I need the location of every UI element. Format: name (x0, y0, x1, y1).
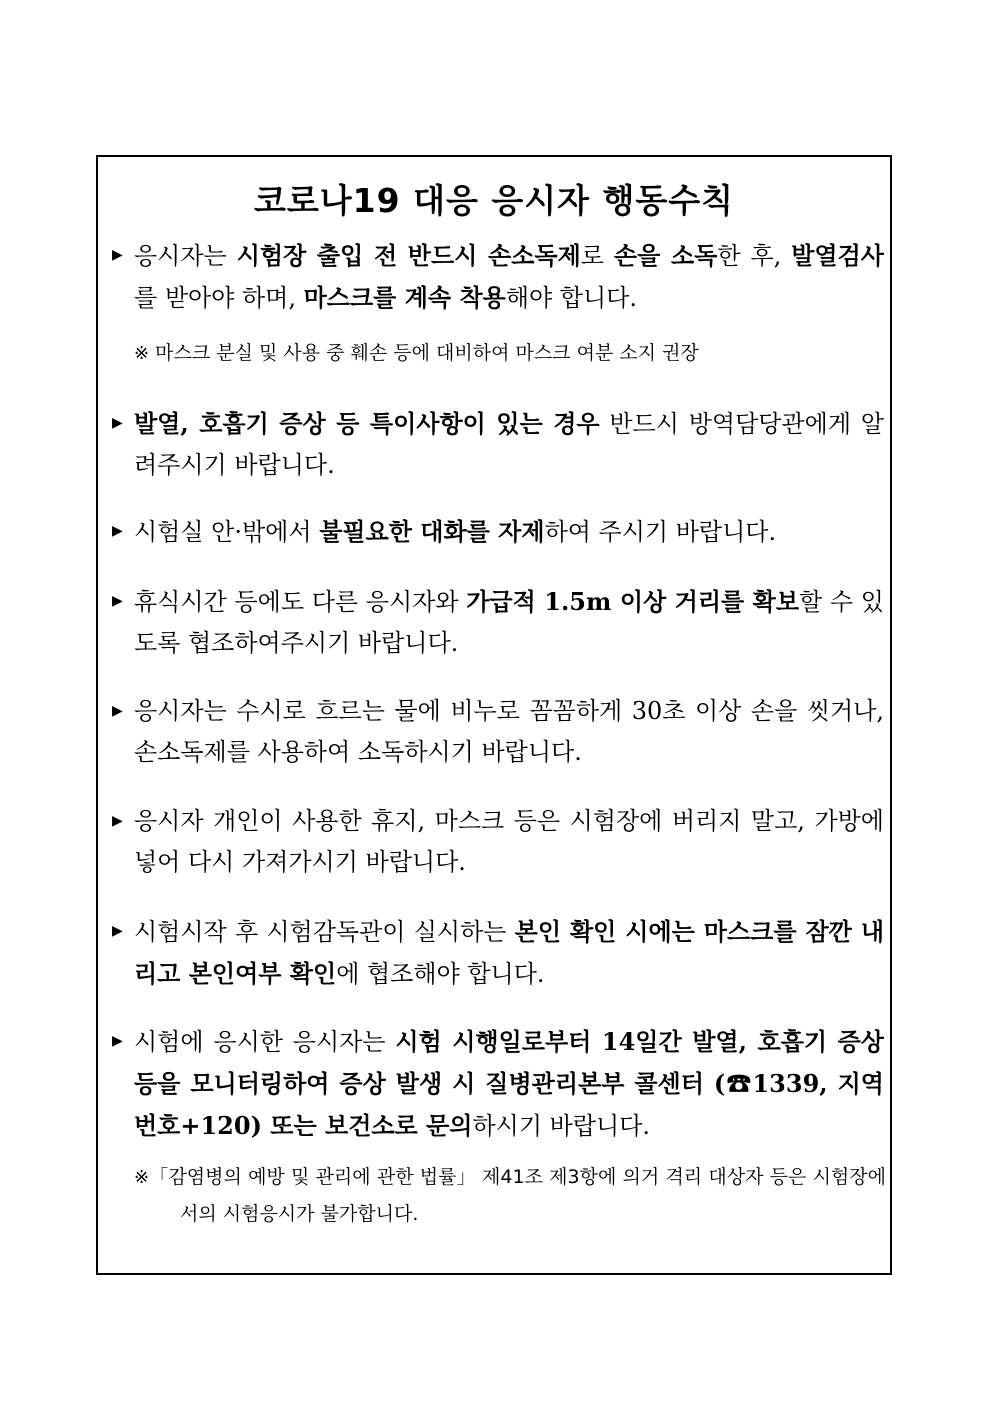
text-run: 하시기 바랍니다. (472, 1112, 651, 1140)
emphasis-text: 손을 소독 (613, 241, 718, 270)
text-run: 시험시작 후 시험감독관이 실시하는 (134, 918, 515, 946)
guideline-text (112, 801, 884, 883)
text-run: 응시자는 (134, 242, 237, 270)
guideline-text (112, 511, 884, 553)
guideline-item-2 (112, 403, 884, 486)
text-run: 휴식시간 등에도 다른 응시자와 (134, 588, 467, 616)
note-text-block (134, 1159, 886, 1232)
guideline-item-7 (112, 911, 884, 995)
text-run: 시험에 응시한 응시자는 (134, 1028, 396, 1056)
triangle-right-icon: ▶ (112, 415, 123, 431)
guideline-item-4 (112, 581, 884, 664)
triangle-right-icon: ▶ (112, 1033, 123, 1049)
guideline-item-6 (112, 801, 884, 883)
emphasis-text: 시험장 출입 전 반드시 손소독제 (236, 241, 581, 270)
guideline-item-3 (112, 511, 884, 553)
triangle-right-icon: ▶ (112, 247, 123, 263)
note-text: 마스크 분실 및 사용 중 훼손 등에 대비하여 마스크 여분 소지 권장 (149, 342, 699, 364)
emphasis-text: 마스크를 계속 착용 (303, 283, 506, 312)
text-run: 해야 합니다. (505, 284, 637, 312)
document-title: 코로나19 대응 응시자 행동수칙 (254, 181, 734, 220)
guideline-item-5 (112, 691, 884, 773)
text-run: 한 후, (717, 242, 792, 270)
triangle-right-icon: ▶ (112, 813, 123, 829)
triangle-right-icon: ▶ (112, 923, 123, 939)
guidelines-box (96, 155, 892, 1275)
note-text: 「감염병의 예방 및 관리에 관한 법률」 제41조 제3항에 의거 격리 대상자 등은 시험장에서의 시험응시가 불가합니다. (149, 1166, 886, 1225)
emphasis-text: 시험 시행일로부터 14일간 발열, 호흡기 증상 등을 모니터링하여 증상 발생 시 질병관리본부 콜센터 (☎1339, 지역번호+120) 또는 보건소로 문의 (134, 1027, 884, 1140)
triangle-right-icon: ▶ (112, 703, 123, 719)
reference-mark: ※ (134, 343, 150, 364)
guideline-text (112, 911, 884, 995)
text-run: 에 협조해야 합니다. (336, 960, 545, 988)
emphasis-text: 불필요한 대화를 자제 (319, 517, 545, 546)
guideline-text (112, 403, 884, 486)
text-run: 를 받아야 하며, (134, 284, 304, 312)
guideline-item-1 (112, 235, 884, 319)
emphasis-text: 발열검사 (791, 241, 884, 270)
guideline-item-8 (112, 1021, 884, 1147)
guideline-text (112, 691, 884, 773)
text-run: 반드시 방역담당관에게 알려주시기 바랍니다. (134, 410, 884, 479)
emphasis-text: 발열, 호흡기 증상 등 특이사항이 있는 경우 (134, 409, 600, 438)
text-run: 시험실 안·밖에서 (134, 518, 320, 546)
guideline-text (112, 581, 884, 664)
note-mask-spare (134, 335, 886, 372)
triangle-right-icon: ▶ (112, 593, 123, 609)
note-quarantine-law (134, 1159, 886, 1232)
reference-mark: ※ (134, 1167, 150, 1188)
emphasis-text: 본인 확인 시에는 마스크를 잠깐 내리고 본인여부 확인 (134, 917, 885, 988)
text-run: 로 (580, 242, 614, 270)
text-run: 하여 주시기 바랍니다. (544, 518, 777, 546)
text-run: 할 수 있도록 협조하여주시기 바랍니다. (134, 588, 884, 657)
emphasis-text: 가급적 1.5m 이상 거리를 확보 (466, 587, 799, 616)
text-run: 응시자 개인이 사용한 휴지, 마스크 등은 시험장에 버리지 말고, 가방에 넣어 다시 가져가시기 바랍니다. (134, 807, 884, 876)
text-run: 응시자는 수시로 흐르는 물에 비누로 꼼꼼하게 30초 이상 손을 씻거나, 손소독제를 사용하여 소독하시기 바랍니다. (134, 697, 884, 766)
guideline-text (112, 1021, 884, 1147)
guideline-text (112, 235, 884, 319)
triangle-right-icon: ▶ (112, 523, 123, 539)
